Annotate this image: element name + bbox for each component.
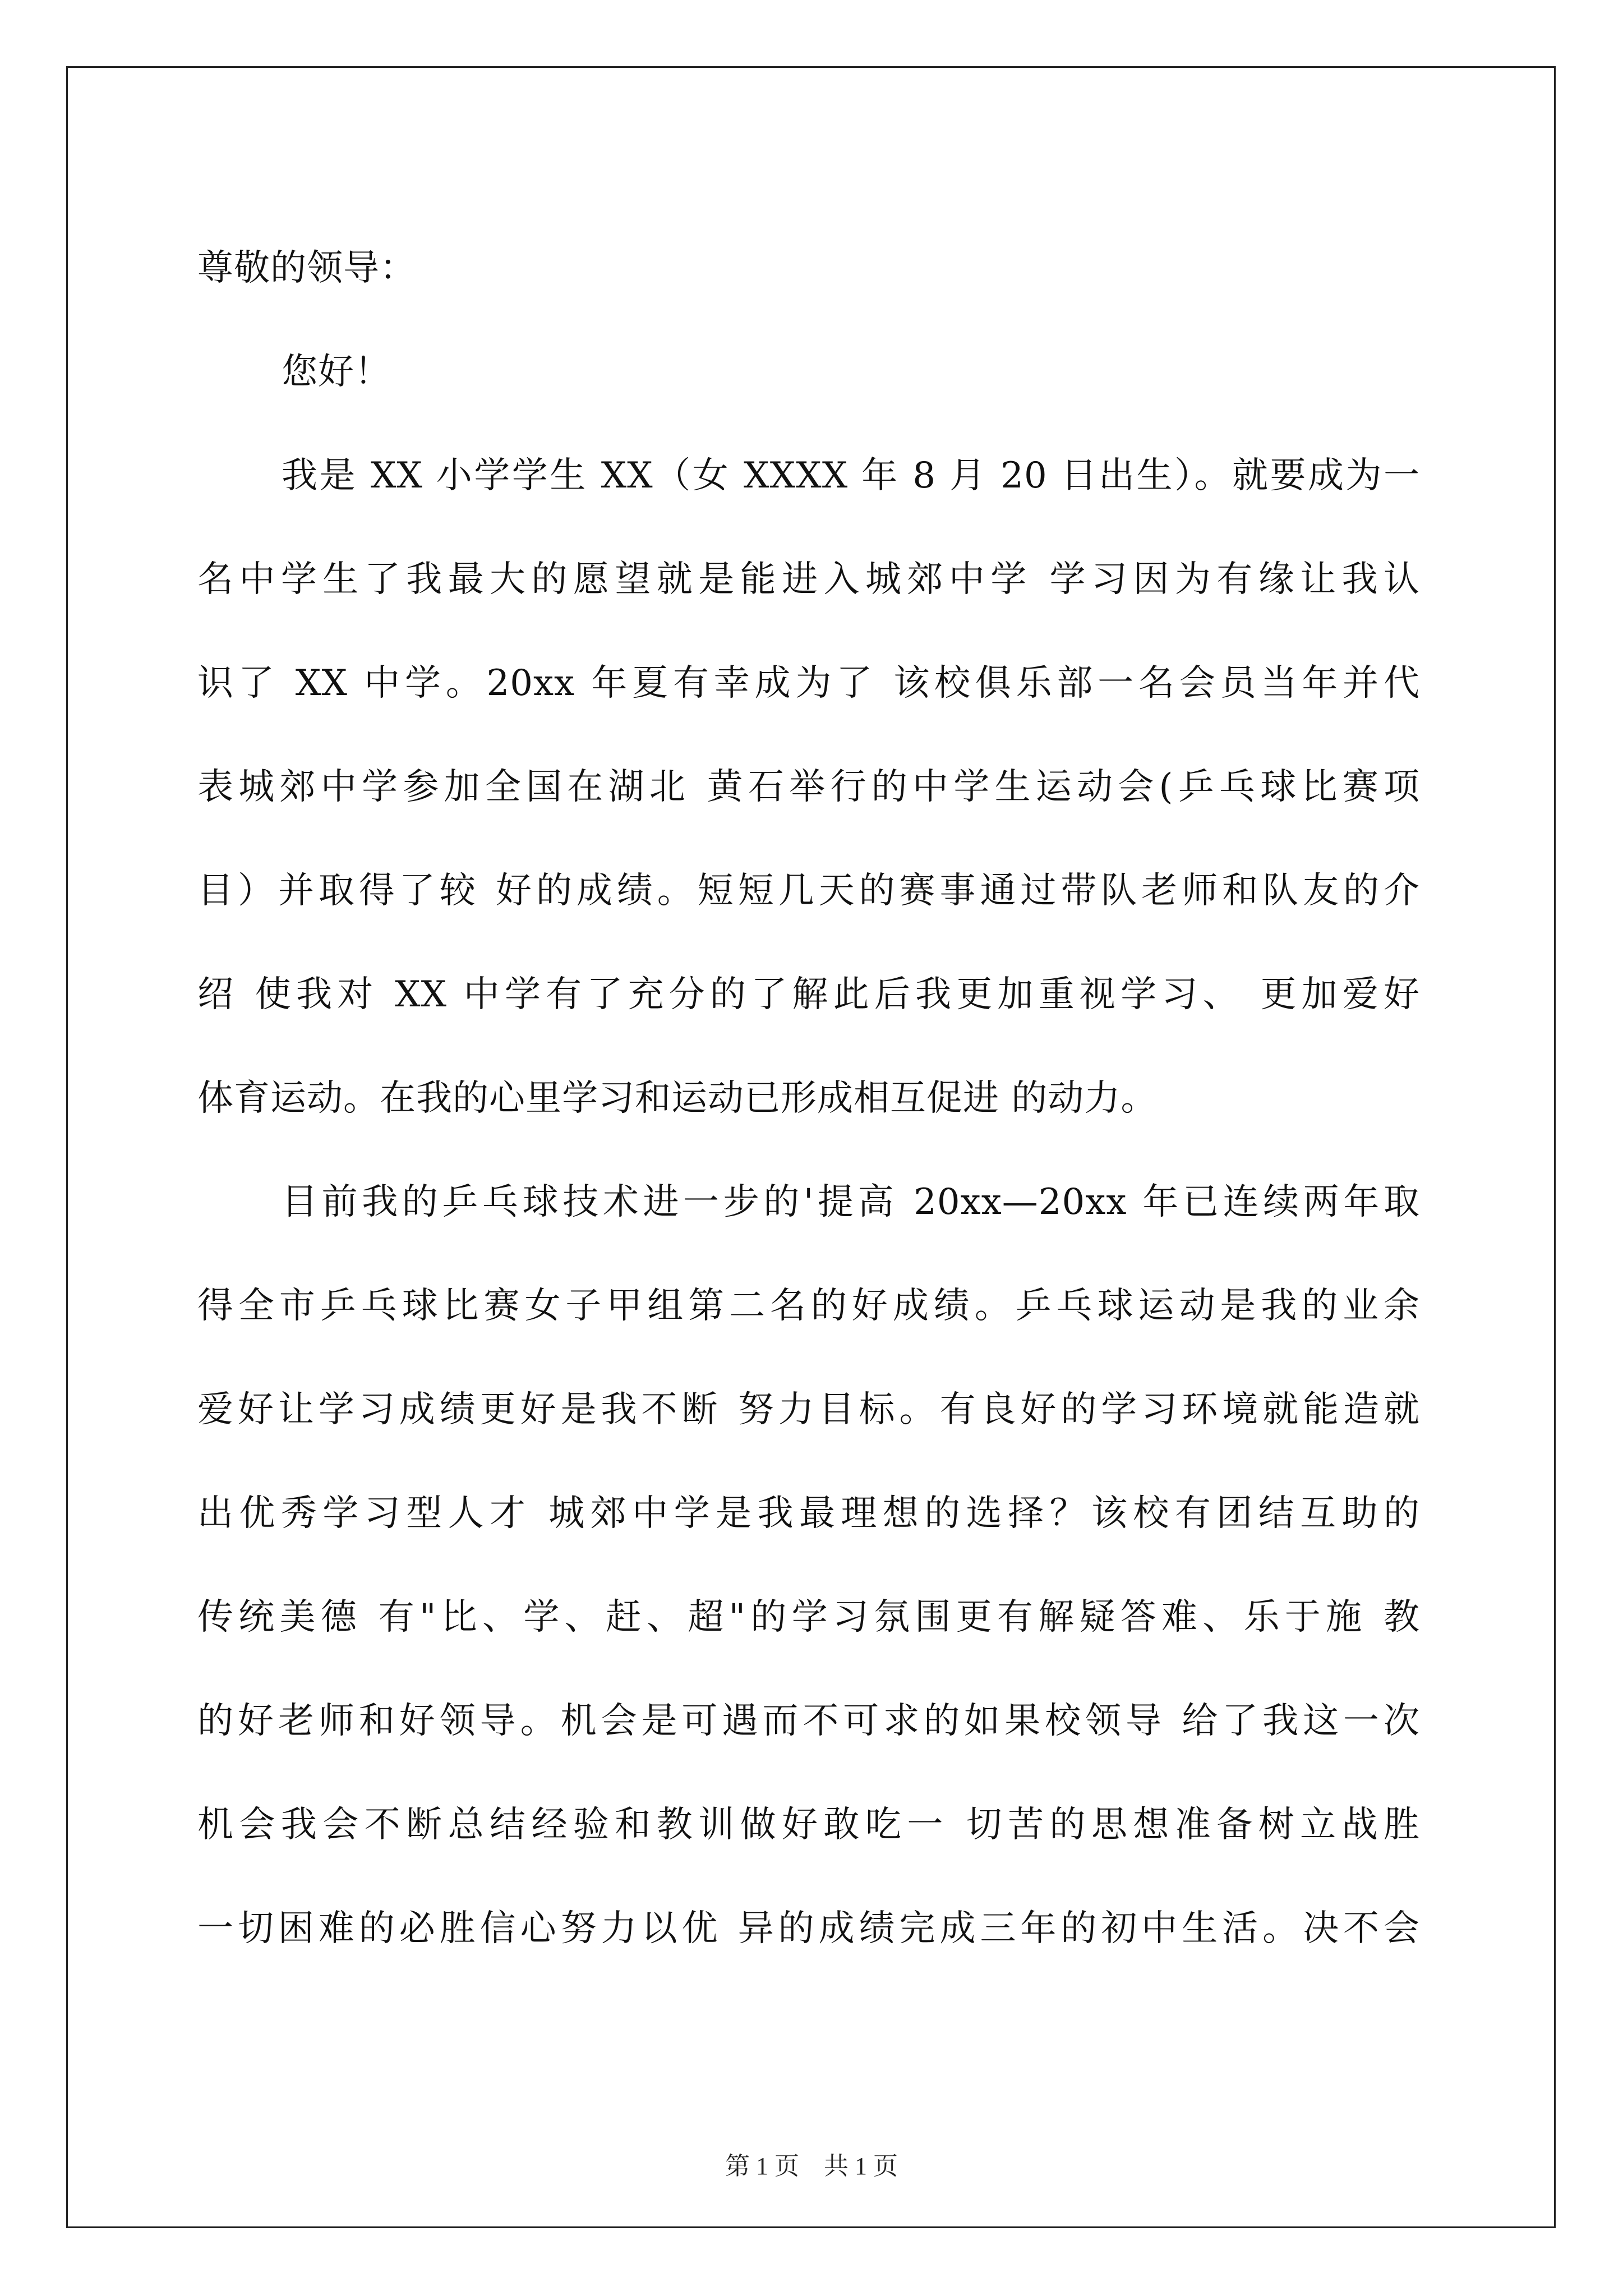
paragraph-line: 的好老师和好领导。机会是可遇而不可求的如果校领导 给了我这一次 [197, 1700, 1420, 1742]
letter-body [197, 217, 1420, 1981]
page-number: 第 1 页 共 1 页 [725, 2152, 898, 2180]
salutation: 尊敬的领导： [197, 247, 416, 289]
paragraph-1 [197, 424, 1420, 1151]
paragraph-line: 表城郊中学参加全国在湖北 黄石举行的中学生运动会(乒乓球比赛项 [197, 766, 1420, 808]
paragraph-line: 识了 XX 中学。20xx 年夏有幸成为了 该校俱乐部一名会员当年并代 [197, 662, 1420, 704]
paragraph-line: 名中学生了我最大的愿望就是能进入城郊中学 学习因为有缘让我认 [197, 559, 1420, 600]
paragraph-line: 目前我的乒乓球技术进一步的'提高 20xx—20xx 年已连续两年取 [282, 1181, 1420, 1223]
paragraph-line: 绍 使我对 XX 中学有了充分的了解此后我更加重视学习、 更加爱好 [197, 974, 1420, 1015]
paragraph-line: 目）并取得了较 好的成绩。短短几天的赛事通过带队老师和队友的介 [197, 870, 1420, 912]
paragraph-line: 爱好让学习成绩更好是我不断 努力目标。有良好的学习环境就能造就 [197, 1389, 1420, 1430]
paragraph-line: 机会我会不断总结经验和教训做好敢吃一 切苦的思想准备树立战胜 [197, 1804, 1420, 1846]
paragraph-line: 体育运动。在我的心里学习和运动已形成相互促进 的动力。 [197, 1078, 1158, 1119]
paragraph-2 [197, 1151, 1420, 1981]
paragraph-line: 传统美德 有"比、学、赶、超"的学习氛围更有解疑答难、乐于施 教 [197, 1596, 1420, 1638]
greeting: 您好！ [282, 351, 391, 393]
paragraph-line: 一切困难的必胜信心努力以优 异的成绩完成三年的初中生活。决不会 [197, 1908, 1420, 1949]
paragraph-line: 我是 XX 小学学生 XX（女 XXXX 年 8 月 20 日出生）。就要成为一 [282, 455, 1420, 496]
paragraph-line: 得全市乒乓球比赛女子甲组第二名的好成绩。乒乓球运动是我的业余 [197, 1285, 1420, 1327]
paragraph-line: 出优秀学习型人才 城郊中学是我最理想的选择？该校有团结互助的 [197, 1493, 1420, 1534]
